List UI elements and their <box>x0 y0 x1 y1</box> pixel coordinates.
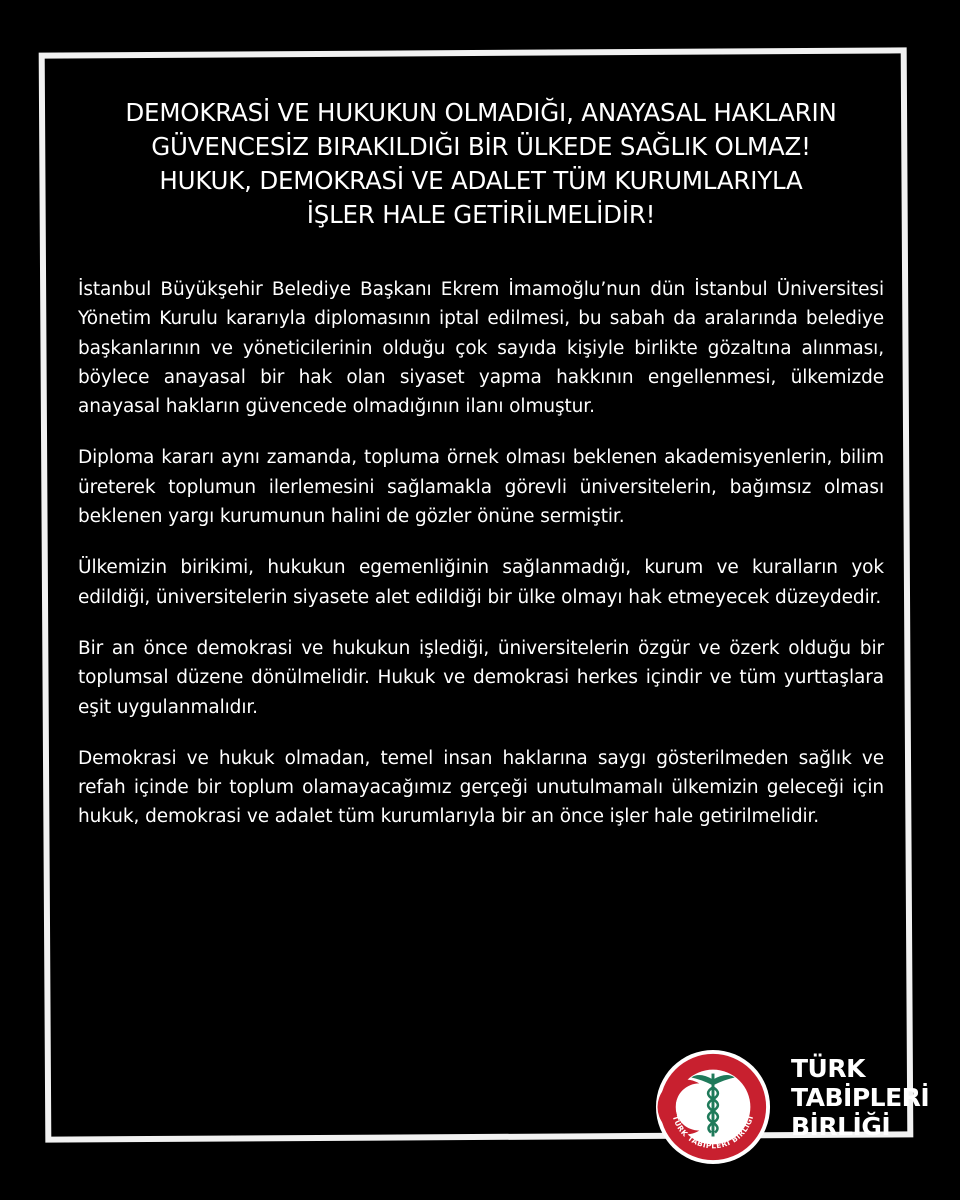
paragraph: İstanbul Büyükşehir Belediye Başkanı Ekrem İmamoğlu’nun dün İstanbul Üniversitesi Yönetim Kurulu kararıyla diplomasının iptal edilmesi, bu sabah da aralarında belediye başkanlarının ve yöneticilerinin olduğu çok sayıda kişiyle birlikte gözaltına alınması, böylece anayasal bir hak olan siyaset yapma hakkının engellenmesi, ülkemizde anayasal hakların güvencede olmadığının ilanı olmuştur. <box>78 279 884 418</box>
title-line: DEMOKRASİ VE HUKUKUN OLMADIĞI, ANAYASAL HAKLARIN <box>125 98 837 127</box>
title-line: HUKUK, DEMOKRASİ VE ADALET TÜM KURUMLARIYLA <box>159 166 803 195</box>
paragraph: Diploma kararı aynı zamanda, topluma örnek olması beklenen akademisyenlerin, bilim üreterek toplumun ilerlemesini sağlamakla görevli üniversitelerin, bağımsız olması beklenen yargı kurumunun halini de gözler önüne sermiştir. <box>78 447 884 528</box>
title-line: GÜVENCESİZ BIRAKILDIĞI BİR ÜLKEDE SAĞLIK OLMAZ! <box>151 132 811 161</box>
paragraph: Ülkemizin birikimi, hukukun egemenliğinin sağlanmadığı, kurum ve kuralların yok edildiği, üniversitelerin siyasete alet edildiği bir ülke olmayı hak etmeyecek düzeydedir. <box>78 557 884 608</box>
brand-line: BİRLİĞİ <box>791 1112 891 1141</box>
title-line: İŞLER HALE GETİRİLMELİDİR! <box>306 200 656 229</box>
paragraph: Demokrasi ve hukuk olmadan, temel insan haklarına saygı gösterilmeden sağlık ve refah içinde bir toplum olamayacağımız gerçeği unutulmamalı ülkemizin geleceği için hukuk, demokrasi ve adalet tüm kurumlarıyla bir an önce işler hale getirilmelidir. <box>78 747 884 828</box>
statement-body <box>78 275 884 832</box>
brand-line: TÜRK <box>791 1054 865 1083</box>
brand-wordmark <box>791 1054 929 1141</box>
brand-line: TABİPLERİ <box>791 1083 930 1112</box>
statement-title <box>78 96 884 232</box>
seal-ring-text: TÜRK TABİPLERİ BİRLİĞİ <box>670 1114 756 1151</box>
statement-content <box>78 96 884 854</box>
paragraph: Bir an önce demokrasi ve hukukun işlediği, üniversitelerin özgür ve özerk olduğu bir toplumsal düzene dönülmelidir. Hukuk ve demokrasi herkes içindir ve tüm yurttaşlara eşit uygulanmalıdır. <box>78 637 884 718</box>
ttb-caduceus-seal-icon <box>654 1048 772 1166</box>
